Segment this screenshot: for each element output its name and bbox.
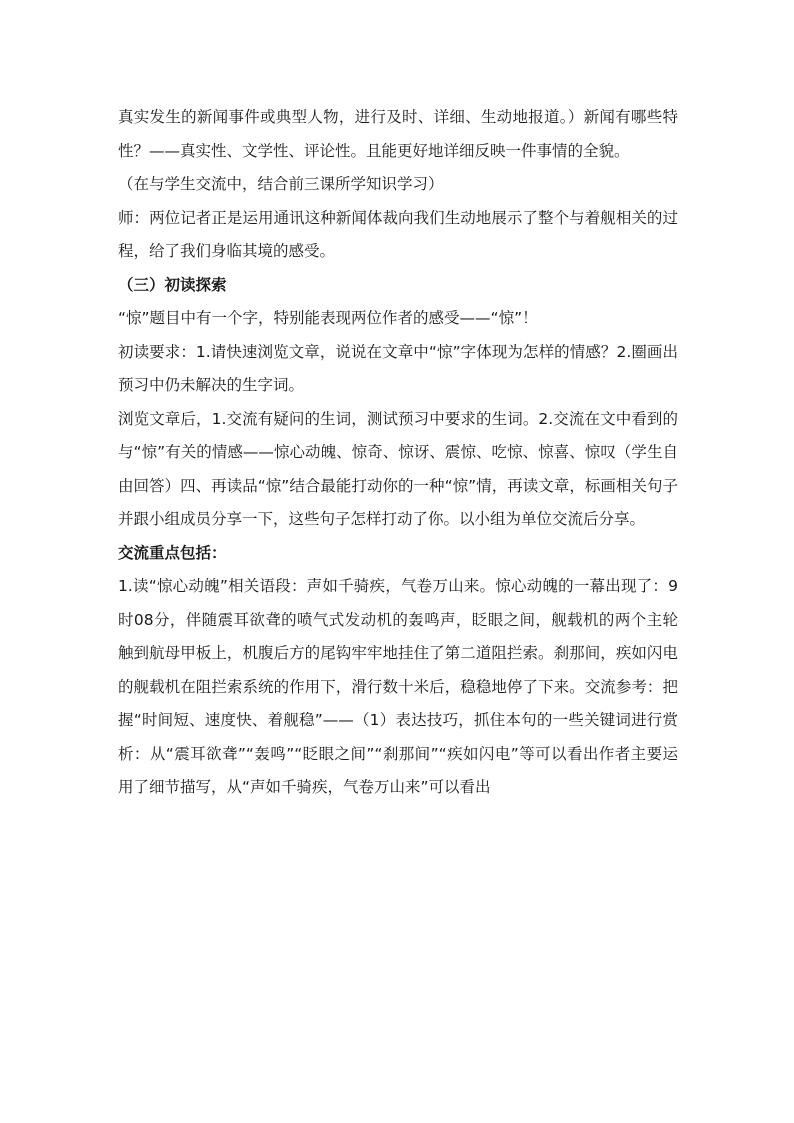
document-page xyxy=(118,101,678,805)
paragraph-note-review: （在与学生交流中，结合前三课所学知识学习） xyxy=(118,175,444,193)
paragraph-jing-title: “惊”题目中有一个字，特别能表现两位作者的感受——“惊”！ xyxy=(118,309,538,327)
paragraph-news-features: 真实发生的新闻事件或典型人物，进行及时、详细、生动地报道。）新闻有哪些特性？——真实性、文学性、评论性。且能更好地详细反映一件事情的全貌。 xyxy=(118,108,678,160)
paragraph-reading-requirements: 初读要求：1.请快速浏览文章，说说在文章中“惊”字体现为怎样的情感？2.圈画出预习中仍未解决的生字词。 xyxy=(118,342,678,394)
paragraph-after-browsing: 浏览文章后，1.交流有疑问的生词，测试预习中要求的生词。2.交流在文中看到的与“惊”有关的情感——惊心动魄、惊奇、惊讶、震惊、吃惊、惊喜、惊叹（学生自由回答）四、再读品“惊”结合最能打动你的一种“惊”情，再读文章，标画相关句子并跟小组成员分享一下，这些句子怎样打动了你。以小组为单位交流后分享。 xyxy=(118,409,678,528)
paragraph-key-point-1: 1.读“惊心动魄”相关语段：声如千骑疾，气卷万山来。惊心动魄的一幕出现了：9时08分，伴随震耳欲聋的喷气式发动机的轰鸣声，眨眼之间，舰载机的两个主轮触到航母甲板上，机腹后方的尾钩牢牢地挂住了第二道阻拦索。刹那间，疾如闪电的舰载机在阻拦索系统的作用下，滑行数十米后，稳稳地停了下来。交流参考：把握“时间短、速度快、着舰稳”——（1）表达技巧，抓住本句的一些关键词进行赏析：从“震耳欲聋”“轰鸣”“眨眼之间”“刹那间”“疾如闪电”等可以看出作者主要运用了细节描写，从“声如千骑疾，气卷万山来”可以看出 xyxy=(118,577,678,796)
paragraph-teacher-remark: 师：两位记者正是运用通讯这种新闻体裁向我们生动地展示了整个与着舰相关的过程，给了我们身临其境的感受。 xyxy=(118,208,678,260)
section-heading-key-points: 交流重点包括： xyxy=(118,543,227,562)
section-heading-first-reading: （三）初读探索 xyxy=(118,275,227,294)
